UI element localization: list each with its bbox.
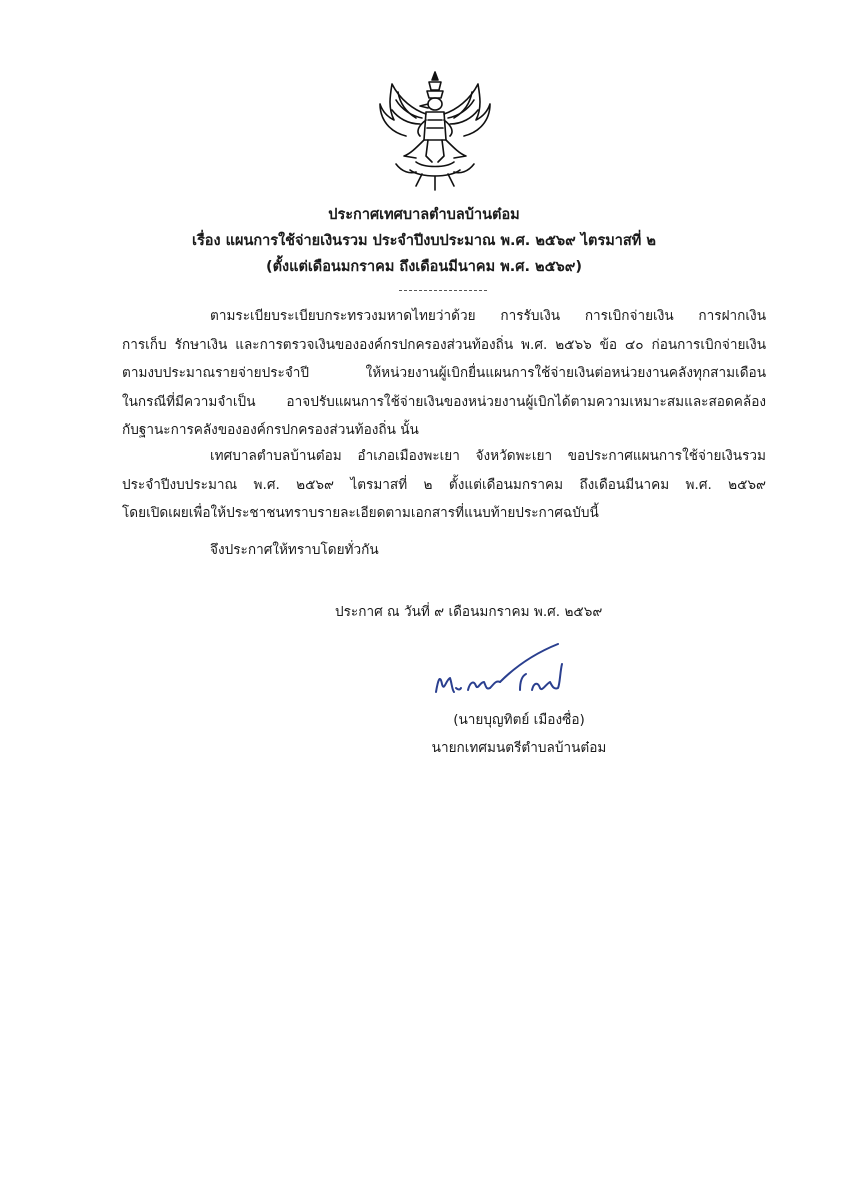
paragraph-announcement	[122, 442, 766, 528]
paragraph-line: ตามระเบียบระเบียบกระทรวงมหาดไทยว่าด้วย การรับเงิน การเบิกจ่ายเงิน การฝากเงิน	[210, 308, 766, 324]
garuda-emblem-icon	[376, 70, 494, 192]
handwritten-signature-icon	[428, 640, 588, 708]
announcement-title: ประกาศเทศบาลตำบลบ้านต๋อม	[328, 207, 520, 223]
paragraph-line: ตามงบประมาณรายจ่ายประจำปี ให้หน่วยงานผู้เบิกยื่นแผนการใช้จ่ายเงินต่อหน่วยงานคลังทุกสามเดือน	[122, 365, 766, 381]
paragraph-line: การเก็บ รักษาเงิน และการตรวจเงินขององค์กรปกครองส่วนท้องถิ่น พ.ศ. ๒๕๖๖ ข้อ ๔๐ ก่อนการเบิกจ่ายเงิน	[122, 336, 766, 353]
paragraph-line: กับฐานะการคลังขององค์กรปกครองส่วนท้องถิ่น นั้น	[122, 422, 419, 438]
signer-title: นายกเทศมนตรีตำบลบ้านต๋อม	[431, 740, 607, 756]
announcement-period: (ตั้งแต่เดือนมกราคม ถึงเดือนมีนาคม พ.ศ. ๒๕๖๙)	[265, 259, 583, 275]
paragraph-line: โดยเปิดเผยเพื่อให้ประชาชนทราบรายละเอียดตามเอกสารที่แนบท้ายประกาศฉบับนี้	[122, 505, 599, 521]
paragraph-line: ในกรณีที่มีความจำเป็น อาจปรับแผนการใช้จ่ายเงินของหน่วยงานผู้เบิกได้ตามความเหมาะสมและสอดคล้อง	[122, 393, 766, 410]
paragraph-line: เทศบาลตำบลบ้านต๋อม อำเภอเมืองพะเยา จังหวัดพะเยา ขอประกาศแผนการใช้จ่ายเงินรวม	[210, 448, 766, 464]
announcement-date: ประกาศ ณ วันที่ ๙ เดือนมกราคม พ.ศ. ๒๕๖๙	[335, 604, 603, 620]
paragraph-line: ประจำปีงบประมาณ พ.ศ. ๒๕๖๙ ไตรมาสที่ ๒ ตั้งแต่เดือนมกราคม ถึงเดือนมีนาคม พ.ศ. ๒๕๖๙	[122, 476, 766, 493]
closing-statement: จึงประกาศให้ทราบโดยทั่วกัน	[210, 542, 379, 558]
signer-name: (นายบุญทิตย์ เมืองซื่อ)	[453, 712, 585, 728]
header-divider	[399, 290, 487, 291]
paragraph-regulation	[122, 302, 766, 445]
announcement-subject: เรื่อง แผนการใช้จ่ายเงินรวม ประจำปีงบประมาณ พ.ศ. ๒๕๖๙ ไตรมาสที่ ๒	[192, 233, 656, 249]
